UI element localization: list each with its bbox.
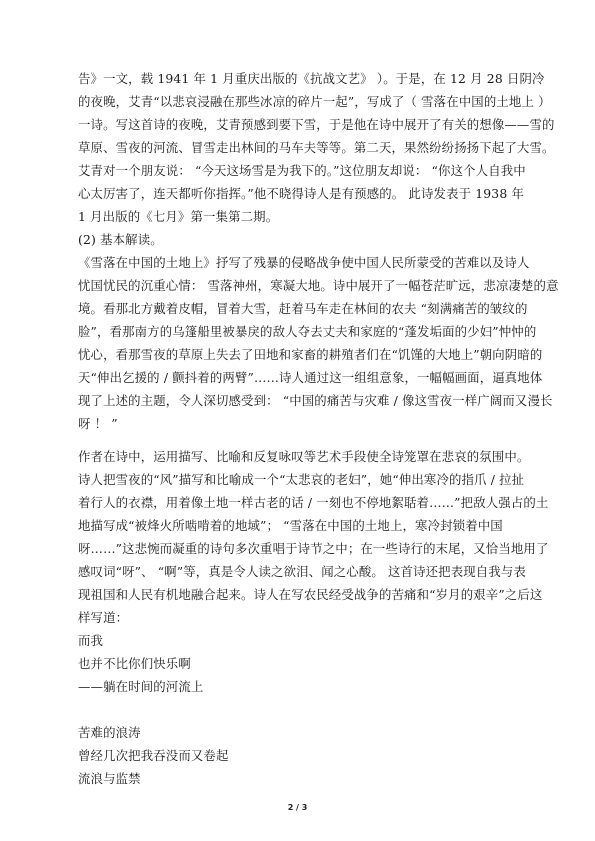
- text-line: 感叹词“呀”、 “啊”等，真是令人读之欲泪、闻之心酸。 这首诗还把表现自我与表: [78, 564, 526, 579]
- text-line: 作者在诗中，运用描写、比喻和反复咏叹等艺术手段使全诗笼罩在悲哀的氛围中。: [78, 449, 530, 464]
- poem-line: 曾经几次把我吞没而又卷起: [78, 748, 229, 763]
- poem-line: 而我: [78, 633, 104, 648]
- poem-line: 苦难的浪涛: [78, 725, 141, 740]
- text-line: 忧心，看那雪夜的草原上失去了田地和家畜的耕殖者们在“饥馑的大地上”朝向阴暗的: [78, 347, 543, 362]
- text-line: 呀 ！ ”: [78, 416, 118, 431]
- page-number: 2 / 3: [287, 803, 308, 812]
- section-heading: (2) 基本解读。: [78, 232, 163, 247]
- text-line: 的夜晚，艾青“以悲哀浸融在那些冰凉的碎片一起”，写成了（ 雪落在中国的土地上 ）: [78, 94, 551, 109]
- text-line: 着行人的衣襟，用着像土地一样古老的话 / 一刻也不停地絮聒着……”把敌人强占的土: [78, 495, 549, 510]
- text-line: 天“伸出乞援的 / 颤抖着的两臂”……诗人通过这一组组意象，一幅幅画面，逼真地体: [78, 370, 543, 385]
- text-line: 境。看那北方戴着皮帽，冒着大雪，赶着马车走在林间的农夫 “刻满痛苦的皱纹的: [78, 301, 528, 316]
- text-line: 诗人把雪夜的“风”描写和比喻成一个“太悲哀的老妇”，她“伸出寒冷的指爪 / 拉扯: [78, 472, 525, 487]
- text-line: 艾青对一个朋友说： “今天这场雪是为我下的。”这位朋友却说： “你这个人自我中: [78, 163, 526, 178]
- text-line: 1 月出版的《七月》第一集第二期。: [78, 209, 279, 224]
- text-line: 《雪落在中国的土地上》抒写了残暴的侵略战争使中国人民所蒙受的苦难以及诗人: [78, 255, 530, 270]
- text-line: 忧国忧民的沉重心情： 雪落神州，寒凝大地。诗中展开了一幅苍茫旷远，悲凉凄楚的意: [78, 278, 559, 293]
- text-line: 告》一文，载 1941 年 1 月重庆出版的《抗战文艺》 ）。于是，在 12 月 28 日阴冷: [78, 71, 545, 86]
- text-line: 草原、雪夜的河流、冒雪走出林间的马车夫等等。第二天，果然纷纷扬扬下起了大雪。: [78, 140, 555, 155]
- poem-line: ——躺在时间的河流上: [78, 679, 204, 694]
- text-line: 脸”，看那南方的乌篷船里被暴戾的敌人夺去丈夫和家庭的“蓬发垢面的少妇”忡忡的: [78, 324, 537, 339]
- text-line: 现祖国和人民有机地融合起来。诗人在写农民经受战争的苦痛和“岁月的艰辛”之后这: [78, 587, 543, 602]
- text-line: 地描写成“被烽火所啮啃着的地域”； “雪落在中国的土地上，寒冷封锁着中国: [78, 518, 503, 533]
- poem-line: 也并不比你们快乐啊: [78, 656, 191, 671]
- text-line: 呀……”这悲惋而凝重的诗句多次重唱于诗节之中；在一些诗行的末尾，又恰当地用了: [78, 541, 549, 556]
- text-line: 心太厉害了，连天都听你指挥。”他不晓得诗人是有预感的。 此诗发表于 1938 年: [78, 186, 524, 201]
- text-line: 一诗。写这首诗的夜晚，艾青预感到要下雪，于是他在诗中展开了有关的想像——雪的: [78, 117, 555, 132]
- text-line: 现了上述的主题，令人深切感受到： “中国的痛苦与灾难 / 像这雪夜一样广阔而又漫长: [78, 393, 553, 408]
- poem-line: 流浪与监禁: [78, 771, 141, 786]
- text-line: 样写道：: [78, 610, 129, 625]
